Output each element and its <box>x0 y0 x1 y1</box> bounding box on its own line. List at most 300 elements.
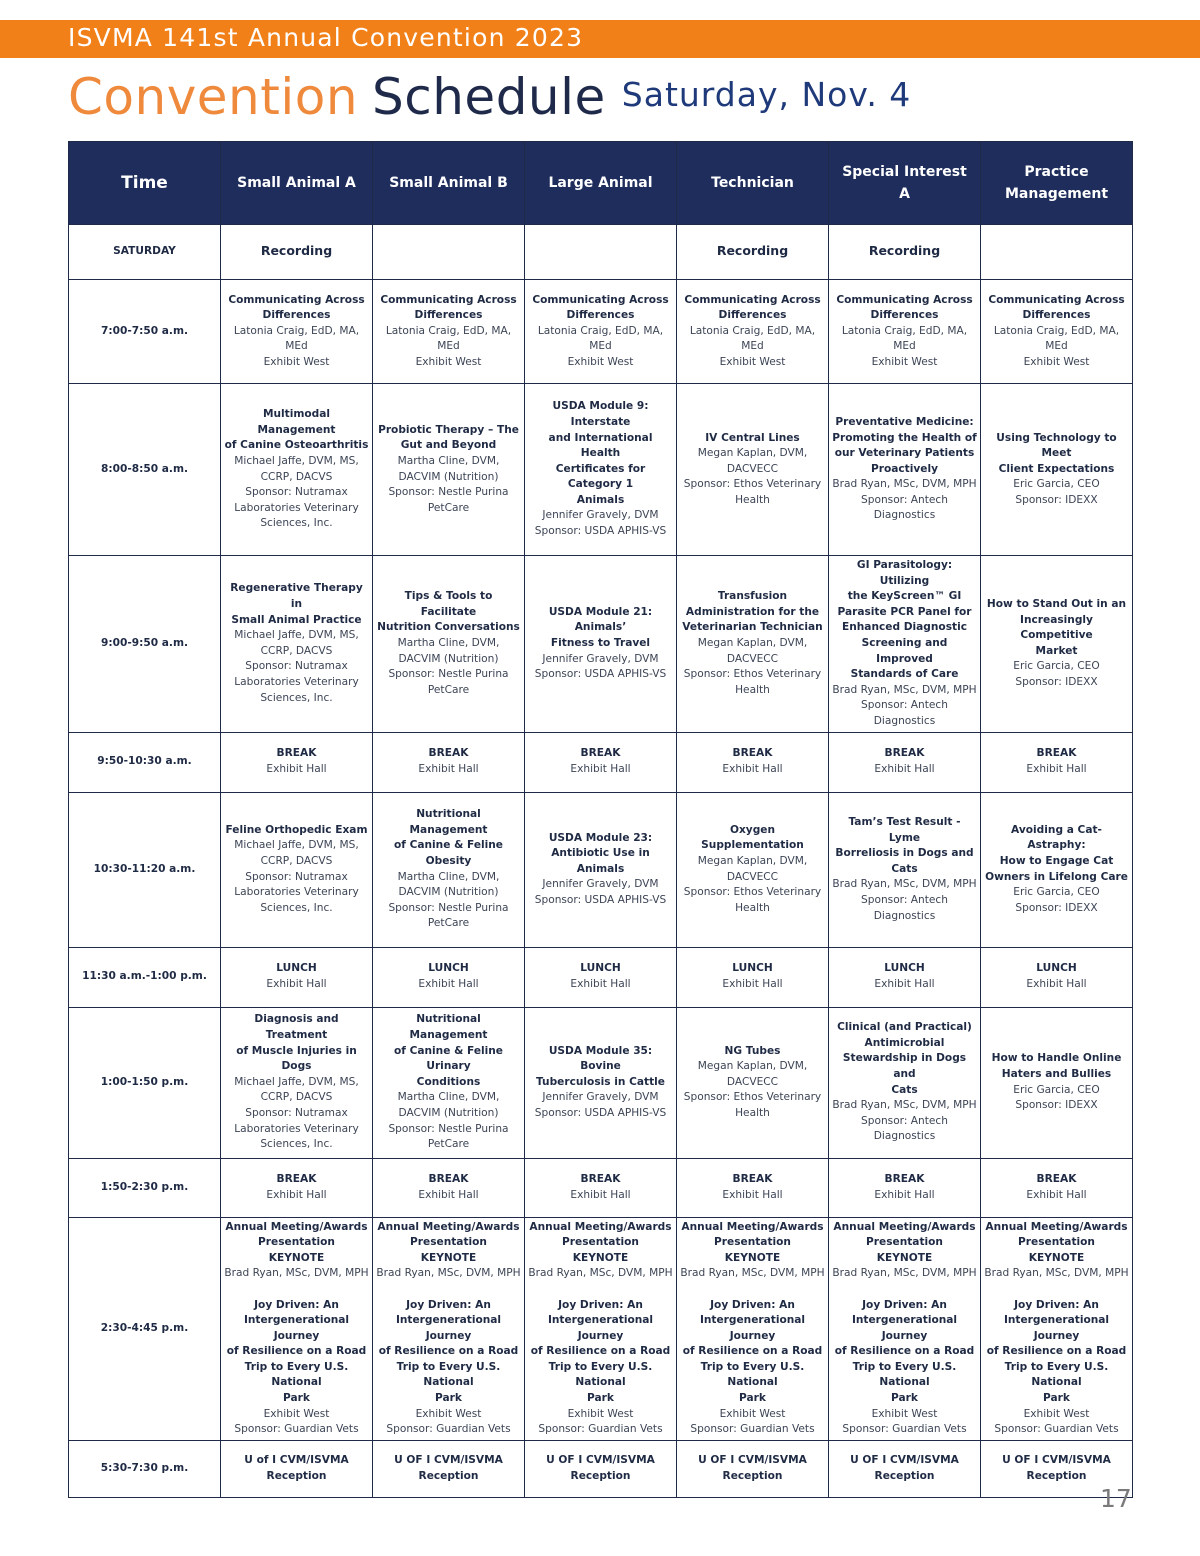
session-title-line: Nutrition Conversations <box>377 621 520 634</box>
session-cell <box>221 1158 373 1217</box>
session-cell <box>525 225 677 280</box>
session-detail-line: Michael Jaffe, DVM, MS, <box>234 839 359 852</box>
session-title-line: KEYNOTE <box>724 1251 781 1264</box>
session-detail-line: Exhibit Hall <box>570 978 631 991</box>
session-detail-line: Sponsor: IDEXX <box>1015 1099 1098 1112</box>
session-title-line: Differences <box>718 309 787 322</box>
session-cell <box>677 1440 829 1497</box>
session-title-line: of Canine Osteoarthritis <box>224 439 369 452</box>
session-detail-line: Michael Jaffe, DVM, MS, <box>234 454 359 467</box>
session-detail-line: Sciences, Inc. <box>260 691 333 704</box>
session-detail-line: PetCare <box>427 683 470 696</box>
header-row <box>69 142 1133 225</box>
session-title-line: Communicating Across <box>836 293 973 306</box>
session-cell <box>221 792 373 947</box>
session-cell <box>677 556 829 733</box>
session-title-line: Gut and Beyond <box>400 439 497 452</box>
session-detail-line: DACVECC <box>726 462 779 475</box>
session-cell <box>829 1217 981 1440</box>
title-schedule: Schedule <box>372 68 606 126</box>
session-cell <box>373 1440 525 1497</box>
session-detail-line: Latonia Craig, EdD, MA, <box>689 324 816 337</box>
session-detail-line: MEd <box>893 340 916 353</box>
session-title-line: Joy Driven: An <box>710 1298 795 1311</box>
session-title-line: KEYNOTE <box>268 1251 325 1264</box>
session-detail-line: Health <box>735 493 770 506</box>
session-detail-line: Eric Garcia, CEO <box>1013 886 1100 899</box>
session-title-line: Administration for the <box>685 605 820 618</box>
session-detail-line: Exhibit West <box>1023 1407 1090 1420</box>
session-title-line: Trip to Every U.S. National <box>244 1360 349 1389</box>
session-cell <box>677 1158 829 1217</box>
session-detail-line: Exhibit West <box>567 355 634 368</box>
session-detail-line: Sponsor: Nestle Purina <box>388 486 509 499</box>
session-cell <box>525 280 677 384</box>
session-title-line: Enhanced Diagnostic <box>841 621 967 634</box>
session-title-line: Nutritional Management <box>409 1013 488 1041</box>
session-title-line: Conditions <box>416 1075 481 1088</box>
session-detail-line: Sponsor: Ethos Veterinary <box>683 886 822 899</box>
session-title-line: Annual Meeting/Awards <box>225 1220 368 1233</box>
session-cell <box>829 1158 981 1217</box>
session-title-line: KEYNOTE <box>876 1251 933 1264</box>
line-gap <box>528 1282 673 1298</box>
session-title-line: Presentation <box>410 1236 487 1249</box>
table-row <box>69 384 1133 556</box>
session-cell <box>981 225 1133 280</box>
session-cell <box>981 384 1133 556</box>
session-title-line: BREAK <box>884 747 925 760</box>
banner-title: ISVMA 141st Annual Convention 2023 <box>68 23 584 52</box>
session-title-line: Nutritional Management <box>409 808 488 836</box>
session-detail-line: Latonia Craig, EdD, MA, <box>537 324 664 337</box>
session-title-line: BREAK <box>428 747 469 760</box>
session-cell <box>221 384 373 556</box>
session-title-line: Park <box>891 1392 918 1405</box>
session-detail-line: Eric Garcia, CEO <box>1013 478 1100 491</box>
session-detail-line: Sponsor: Guardian Vets <box>538 1423 663 1436</box>
session-detail-line: MEd <box>589 340 612 353</box>
session-detail-line: DACVIM (Nutrition) <box>398 886 499 899</box>
session-title-line: Joy Driven: An <box>406 1298 491 1311</box>
line-gap <box>984 1282 1129 1298</box>
session-cell <box>677 1217 829 1440</box>
session-title-line: Trip to Every U.S. National <box>700 1360 805 1389</box>
session-title-line: NG Tubes <box>724 1044 781 1057</box>
session-detail-line: Sponsor: Ethos Veterinary <box>683 478 822 491</box>
session-detail-line: Exhibit Hall <box>266 978 327 991</box>
session-title-line: IV Central Lines <box>705 431 800 444</box>
session-detail-line: Michael Jaffe, DVM, MS, <box>234 1075 359 1088</box>
table-row <box>69 1158 1133 1217</box>
session-title-line: Parasite PCR Panel for <box>837 605 972 618</box>
session-detail-line: Sponsor: Ethos Veterinary <box>683 668 822 681</box>
session-detail-line: CCRP, DACVS <box>260 854 333 867</box>
session-title-line: Reception <box>722 1469 783 1482</box>
session-title-line: Reception <box>266 1469 327 1482</box>
session-detail-line: MEd <box>285 340 308 353</box>
time-cell: 11:30 a.m.-1:00 p.m. <box>69 947 221 1007</box>
session-title-line: Reception <box>874 1469 935 1482</box>
session-cell <box>981 732 1133 792</box>
session-detail-line: DACVIM (Nutrition) <box>398 470 499 483</box>
session-detail-line: Sponsor: USDA APHIS-VS <box>534 1106 667 1119</box>
session-title-line: Presentation <box>562 1236 639 1249</box>
session-detail-line: Martha Cline, DVM, <box>397 454 500 467</box>
session-title-line: of Canine & Feline Obesity <box>394 839 503 867</box>
session-title-line: of Canine & Feline Urinary <box>394 1044 503 1073</box>
session-title-line: Communicating Across <box>684 293 821 306</box>
session-cell <box>829 1440 981 1497</box>
session-cell <box>677 384 829 556</box>
session-title-line: Annual Meeting/Awards <box>529 1220 672 1233</box>
table-row <box>69 1217 1133 1440</box>
session-detail-line: Sponsor: Guardian Vets <box>386 1423 511 1436</box>
session-cell <box>829 947 981 1007</box>
time-cell: 8:00-8:50 a.m. <box>69 384 221 556</box>
session-detail-line: Laboratories Veterinary <box>234 501 359 514</box>
session-detail-line: DACVECC <box>726 870 779 883</box>
session-title-line: Feline Orthopedic Exam <box>225 823 368 836</box>
session-detail-line: Exhibit West <box>719 1407 786 1420</box>
column-header-practice-management: Practice Management <box>981 142 1133 225</box>
session-title-line: BREAK <box>732 1172 773 1185</box>
session-title-line: of Resilience on a Road <box>226 1345 367 1358</box>
session-title-line: LUNCH <box>428 962 469 975</box>
session-detail-line: Latonia Craig, EdD, MA, <box>841 324 968 337</box>
table-row <box>69 732 1133 792</box>
session-cell <box>373 792 525 947</box>
session-title-line: Transfusion <box>717 590 788 603</box>
schedule-table <box>68 141 1133 1498</box>
session-detail-line: Megan Kaplan, DVM, <box>697 447 808 460</box>
session-detail-line: Brad Ryan, MSc, DVM, MPH <box>528 1267 673 1280</box>
session-title-line: Intergenerational Journey <box>547 1314 654 1342</box>
session-detail-line: Sponsor: Nutramax <box>245 1106 348 1119</box>
table-row <box>69 947 1133 1007</box>
session-detail-line: DACVIM (Nutrition) <box>398 1106 499 1119</box>
time-cell: SATURDAY <box>69 225 221 280</box>
session-detail-line: Health <box>735 901 770 914</box>
session-detail-line: DACVECC <box>726 652 779 665</box>
session-detail-line: Sponsor: Guardian Vets <box>234 1423 359 1436</box>
session-detail-line: Exhibit Hall <box>418 1188 479 1201</box>
session-title-line: Increasingly Competitive <box>1020 613 1093 642</box>
session-title-line: How to Engage Cat <box>999 854 1114 867</box>
session-title-line: Oxygen Supplementation <box>701 823 804 852</box>
session-title-line: of Resilience on a Road <box>834 1345 975 1358</box>
session-cell <box>373 1217 525 1440</box>
session-cell <box>373 1007 525 1158</box>
session-title-line: LUNCH <box>580 962 621 975</box>
session-detail-line: Brad Ryan, MSc, DVM, MPH <box>832 478 977 491</box>
session-title-line: Joy Driven: An <box>1014 1298 1099 1311</box>
time-cell: 1:00-1:50 p.m. <box>69 1007 221 1158</box>
session-detail-line: Exhibit West <box>263 355 330 368</box>
session-cell <box>221 556 373 733</box>
session-title-line: Intergenerational Journey <box>243 1314 350 1342</box>
session-detail-line: Sciences, Inc. <box>260 517 333 530</box>
session-title-line: Standards of Care <box>850 668 959 681</box>
title-convention: Convention <box>68 68 359 126</box>
session-detail-line: Sponsor: IDEXX <box>1015 901 1098 914</box>
session-detail-line: Health <box>735 683 770 696</box>
column-header-large-animal: Large Animal <box>525 142 677 225</box>
session-detail-line: CCRP, DACVS <box>260 470 333 483</box>
session-title-line: Park <box>1043 1392 1070 1405</box>
session-detail-line: Latonia Craig, EdD, MA, <box>385 324 512 337</box>
session-detail-line: Sponsor: Nestle Purina <box>388 901 509 914</box>
session-detail-line: PetCare <box>427 501 470 514</box>
session-detail-line: Sponsor: Nutramax <box>245 486 348 499</box>
session-cell <box>221 1440 373 1497</box>
column-header-small-animal-a: Small Animal A <box>221 142 373 225</box>
session-title-line: U OF I CVM/ISVMA <box>546 1454 655 1467</box>
session-title-line: Trip to Every U.S. National <box>396 1360 501 1389</box>
session-detail-line: Sciences, Inc. <box>260 1138 333 1151</box>
session-cell <box>373 1158 525 1217</box>
session-title-line: Borreliosis in Dogs and <box>835 847 974 860</box>
session-cell <box>525 1007 677 1158</box>
session-detail-line: Exhibit Hall <box>1026 763 1087 776</box>
time-cell: 9:50-10:30 a.m. <box>69 732 221 792</box>
session-title-line: of Resilience on a Road <box>530 1345 671 1358</box>
session-detail-line: Sponsor: USDA APHIS-VS <box>534 525 667 538</box>
session-title-line: Promoting the Health of <box>832 431 977 444</box>
session-title-line: Reception <box>418 1469 479 1482</box>
page-number: 17 <box>1100 1484 1132 1513</box>
session-title-line: of Muscle Injuries in Dogs <box>236 1044 357 1073</box>
session-detail-line: Exhibit West <box>1023 355 1090 368</box>
session-detail-line: Sponsor: Ethos Veterinary <box>683 1091 822 1104</box>
time-cell: 7:00-7:50 a.m. <box>69 280 221 384</box>
session-detail-line: Exhibit Hall <box>722 1188 783 1201</box>
session-title-line: Certificates for Category 1 <box>555 462 646 491</box>
session-detail-line: PetCare <box>427 1138 470 1151</box>
session-cell <box>221 732 373 792</box>
session-title-line: BREAK <box>884 1172 925 1185</box>
session-cell <box>525 1440 677 1497</box>
session-detail-line: Sciences, Inc. <box>260 901 333 914</box>
session-cell <box>981 1007 1133 1158</box>
session-detail-line: Sponsor: Antech Diagnostics <box>861 893 948 922</box>
session-detail-line: Exhibit Hall <box>874 1188 935 1201</box>
session-detail-line: MEd <box>741 340 764 353</box>
session-cell <box>525 732 677 792</box>
session-title-line: Annual Meeting/Awards <box>377 1220 520 1233</box>
session-detail-line: Eric Garcia, CEO <box>1013 1083 1100 1096</box>
session-cell <box>373 384 525 556</box>
session-cell <box>829 384 981 556</box>
session-detail-line: Sponsor: USDA APHIS-VS <box>534 893 667 906</box>
session-cell <box>829 225 981 280</box>
session-detail-line: Sponsor: USDA APHIS-VS <box>534 668 667 681</box>
session-detail-line: Health <box>735 1106 770 1119</box>
session-cell <box>525 792 677 947</box>
session-title-line: Tam’s Test Result - Lyme <box>848 815 961 844</box>
session-detail-line: DACVECC <box>726 1075 779 1088</box>
session-title-line: Multimodal Management <box>257 408 336 436</box>
session-cell <box>981 1158 1133 1217</box>
time-cell: 9:00-9:50 a.m. <box>69 556 221 733</box>
session-detail-line: Megan Kaplan, DVM, <box>697 1060 808 1073</box>
session-cell <box>677 947 829 1007</box>
time-cell: 1:50-2:30 p.m. <box>69 1158 221 1217</box>
column-header-special-interest-a: Special Interest A <box>829 142 981 225</box>
session-title-line: Differences <box>566 309 635 322</box>
recording-label: Recording <box>260 243 333 259</box>
session-detail-line: Jennifer Gravely, DVM <box>542 1091 659 1104</box>
session-title-line: Animals <box>576 493 625 506</box>
session-title-line: KEYNOTE <box>572 1251 629 1264</box>
session-detail-line: Exhibit Hall <box>722 763 783 776</box>
line-gap <box>376 1282 521 1298</box>
session-cell <box>829 1007 981 1158</box>
session-title-line: LUNCH <box>276 962 317 975</box>
line-gap <box>680 1282 825 1298</box>
session-title-line: Haters and Bullies <box>1001 1067 1112 1080</box>
session-title-line: Presentation <box>866 1236 943 1249</box>
session-title-line: Client Expectations <box>998 462 1115 475</box>
session-detail-line: Exhibit Hall <box>874 763 935 776</box>
session-title-line: USDA Module 9: Interstate <box>552 400 649 428</box>
session-detail-line: Sponsor: IDEXX <box>1015 493 1098 506</box>
line-gap <box>224 1282 369 1298</box>
session-detail-line: Exhibit West <box>871 1407 938 1420</box>
session-detail-line: Eric Garcia, CEO <box>1013 660 1100 673</box>
title-date: Saturday, Nov. 4 <box>621 75 912 114</box>
session-title-line: our Veterinary Patients <box>834 447 975 460</box>
session-title-line: Communicating Across <box>988 293 1125 306</box>
session-title-line: BREAK <box>732 747 773 760</box>
session-cell <box>677 280 829 384</box>
session-title-line: Differences <box>1022 309 1091 322</box>
session-detail-line: Martha Cline, DVM, <box>397 1091 500 1104</box>
session-cell <box>221 1217 373 1440</box>
session-detail-line: Exhibit Hall <box>1026 1188 1087 1201</box>
session-title-line: Park <box>435 1392 462 1405</box>
session-detail-line: Sponsor: Guardian Vets <box>994 1423 1119 1436</box>
session-title-line: LUNCH <box>884 962 925 975</box>
session-cell <box>829 556 981 733</box>
recording-label: Recording <box>716 243 789 259</box>
session-cell <box>981 1217 1133 1440</box>
session-title-line: Communicating Across <box>380 293 517 306</box>
table-row <box>69 556 1133 733</box>
session-title-line: of Resilience on a Road <box>986 1345 1127 1358</box>
session-title-line: BREAK <box>580 1172 621 1185</box>
time-cell: 2:30-4:45 p.m. <box>69 1217 221 1440</box>
session-detail-line: CCRP, DACVS <box>260 1091 333 1104</box>
session-title-line: Presentation <box>258 1236 335 1249</box>
session-detail-line: DACVIM (Nutrition) <box>398 652 499 665</box>
session-detail-line: Exhibit West <box>415 355 482 368</box>
session-title-line: Communicating Across <box>532 293 669 306</box>
column-header-time: Time <box>69 142 221 225</box>
column-header-small-animal-b: Small Animal B <box>373 142 525 225</box>
session-title-line: Annual Meeting/Awards <box>681 1220 824 1233</box>
table-row <box>69 792 1133 947</box>
session-cell <box>829 792 981 947</box>
session-title-line: Park <box>739 1392 766 1405</box>
session-title-line: Intergenerational Journey <box>699 1314 806 1342</box>
session-cell <box>981 792 1133 947</box>
session-cell <box>829 732 981 792</box>
session-detail-line: Exhibit Hall <box>570 763 631 776</box>
session-detail-line: Sponsor: Antech Diagnostics <box>861 699 948 727</box>
time-cell: 5:30-7:30 p.m. <box>69 1440 221 1497</box>
session-title-line: Tips & Tools to Facilitate <box>404 590 493 618</box>
session-detail-line: Sponsor: Antech Diagnostics <box>861 1114 948 1143</box>
session-detail-line: Sponsor: Guardian Vets <box>842 1423 967 1436</box>
session-title-line: Annual Meeting/Awards <box>833 1220 976 1233</box>
session-title-line: Small Animal Practice <box>231 613 362 626</box>
session-detail-line: Latonia Craig, EdD, MA, <box>993 324 1120 337</box>
session-title-line: Park <box>587 1392 614 1405</box>
table-row <box>69 1440 1133 1497</box>
column-header-technician: Technician <box>677 142 829 225</box>
session-detail-line: Jennifer Gravely, DVM <box>542 878 659 891</box>
session-detail-line: Laboratories Veterinary <box>234 1122 359 1135</box>
session-cell <box>525 947 677 1007</box>
session-cell <box>525 384 677 556</box>
session-title-line: How to Handle Online <box>991 1052 1122 1065</box>
session-cell <box>525 556 677 733</box>
session-title-line: Tuberculosis in Cattle <box>536 1075 665 1088</box>
session-title-line: of Resilience on a Road <box>378 1345 519 1358</box>
session-cell <box>221 225 373 280</box>
session-detail-line: Brad Ryan, MSc, DVM, MPH <box>832 683 977 696</box>
session-title-line: Communicating Across <box>228 293 365 306</box>
session-title-line: Diagnosis and Treatment <box>254 1013 339 1041</box>
session-title-line: USDA Module 23: <box>548 831 653 844</box>
time-cell: 10:30-11:20 a.m. <box>69 792 221 947</box>
session-cell <box>221 1007 373 1158</box>
session-cell <box>373 556 525 733</box>
session-title-line: Intergenerational Journey <box>395 1314 502 1342</box>
session-title-line: Antimicrobial <box>864 1036 945 1049</box>
session-detail-line: MEd <box>1045 340 1068 353</box>
session-detail-line: Exhibit Hall <box>570 1188 631 1201</box>
session-title-line: KEYNOTE <box>420 1251 477 1264</box>
session-detail-line: Exhibit Hall <box>266 1188 327 1201</box>
recording-label: Recording <box>868 243 941 259</box>
session-detail-line: Martha Cline, DVM, <box>397 870 500 883</box>
session-cell <box>677 225 829 280</box>
session-title-line: Reception <box>1026 1469 1087 1482</box>
session-title-line: Joy Driven: An <box>862 1298 947 1311</box>
session-detail-line: Exhibit Hall <box>874 978 935 991</box>
session-detail-line: Exhibit Hall <box>266 763 327 776</box>
session-title-line: KEYNOTE <box>1028 1251 1085 1264</box>
session-title-line: Joy Driven: An <box>558 1298 643 1311</box>
session-title-line: Intergenerational Journey <box>851 1314 958 1342</box>
session-title-line: BREAK <box>1036 747 1077 760</box>
session-cell <box>373 280 525 384</box>
session-detail-line: Michael Jaffe, DVM, MS, <box>234 629 359 642</box>
session-title-line: Cats <box>891 862 918 875</box>
session-title-line: Probiotic Therapy – The <box>378 423 519 436</box>
session-title-line: Stewardship in Dogs and <box>842 1052 967 1080</box>
session-title-line: BREAK <box>1036 1172 1077 1185</box>
session-detail-line: Megan Kaplan, DVM, <box>697 854 808 867</box>
session-cell <box>677 732 829 792</box>
session-cell <box>525 1158 677 1217</box>
session-title-line: USDA Module 35: Bovine <box>548 1044 653 1073</box>
session-detail-line: Megan Kaplan, DVM, <box>697 636 808 649</box>
session-detail-line: Exhibit West <box>263 1407 330 1420</box>
session-title-line: BREAK <box>428 1172 469 1185</box>
